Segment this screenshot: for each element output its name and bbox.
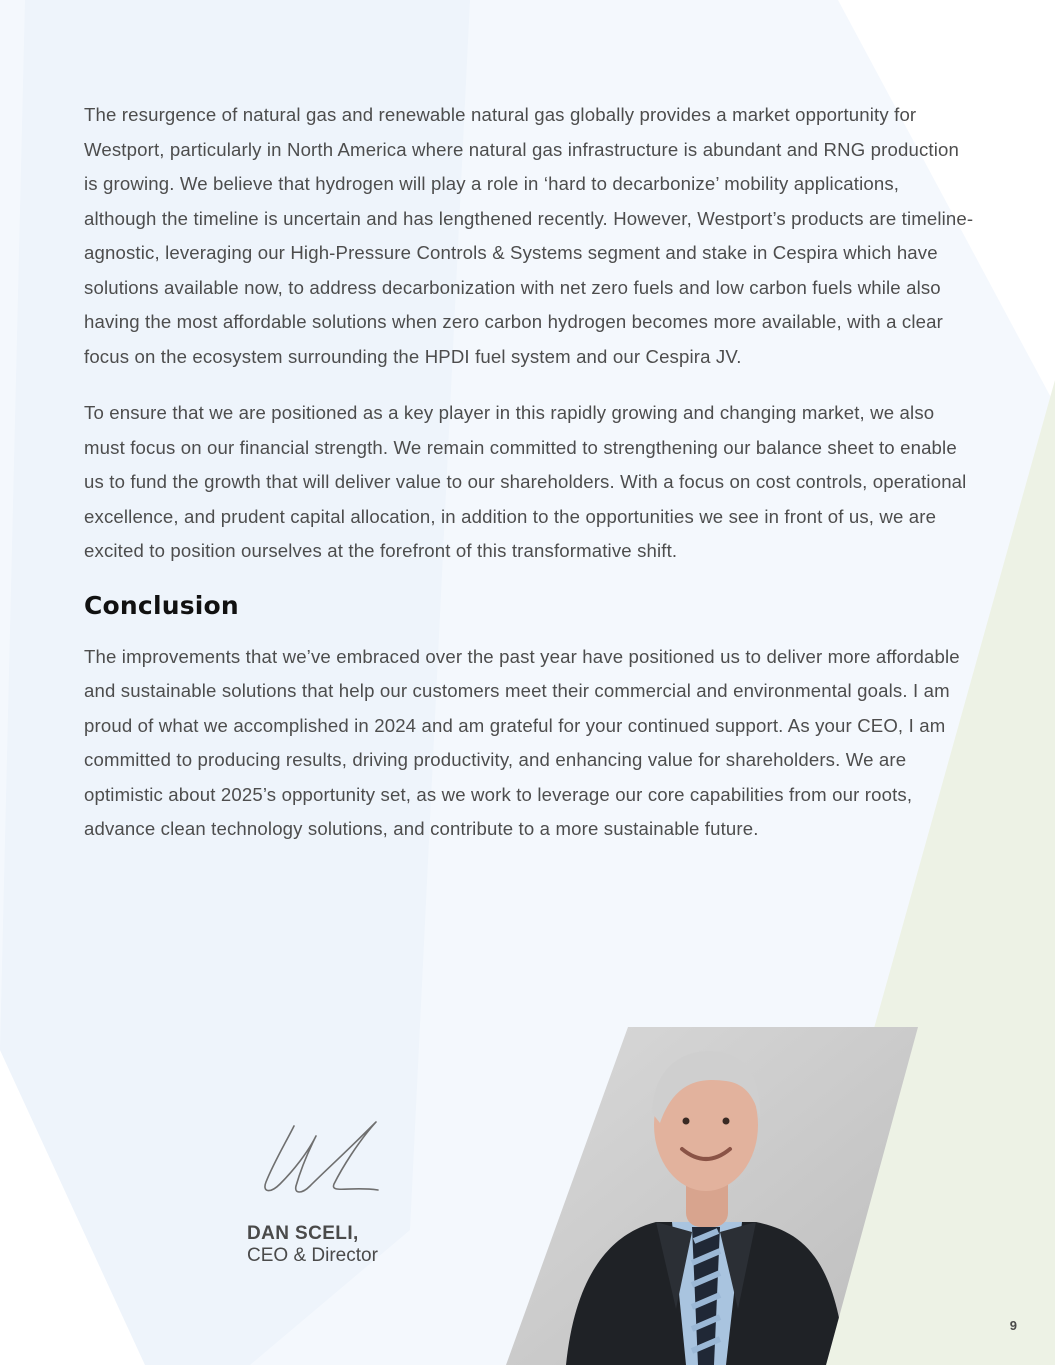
- signer-name: DAN SCELI,: [247, 1223, 359, 1244]
- page-number: 9: [1009, 1318, 1017, 1333]
- body-paragraph: The resurgence of natural gas and renewable natural gas globally provides a market opportunity for Westport, particularly in North America where natural gas infrastructure is abundant and RNG production is growing. We believe that hydrogen will play a role in ‘hard to decarbonize’ mobility applications, although the timeline is uncertain and has lengthened recently. However, Westport’s products are timeline-agnostic, leveraging our High-Pressure Controls & Systems segment and stake in Cespira which have solutions available now, to address decarbonization with net zero fuels and low carbon fuels while also having the most affordable solutions when zero carbon hydrogen becomes more available, with a clear focus on the ecosystem surrounding the HPDI fuel system and our Cespira JV.: [84, 104, 974, 367]
- signer-title: CEO & Director: [247, 1245, 378, 1266]
- ceo-portrait-photo: [506, 1027, 918, 1365]
- signature-image: [250, 1112, 390, 1204]
- body-paragraph: To ensure that we are positioned as a key player in this rapidly growing and changing market, we also must focus on our financial strength. We remain committed to strengthening our balance sheet to enable us to fund the growth that will deliver value to our shareholders. With a focus on cost controls, operational excellence, and prudent capital allocation, in addition to the opportunities we see in front of us, we are excited to position ourselves at the forefront of this transformative shift.: [84, 402, 967, 561]
- main-content: [84, 98, 974, 869]
- body-paragraph: The improvements that we’ve embraced over the past year have positioned us to deliver more affordable and sustainable solutions that help our customers meet their commercial and environmental goals. I am proud of what we accomplished in 2024 and am grateful for your continued support. As your CEO, I am committed to producing results, driving productivity, and enhancing value for shareholders. We are optimistic about 2025’s opportunity set, as we work to leverage our core capabilities from our roots, advance clean technology solutions, and contribute to a more sustainable future.: [84, 645, 960, 839]
- section-heading: Conclusion: [84, 590, 239, 620]
- signer-block: [247, 1223, 378, 1267]
